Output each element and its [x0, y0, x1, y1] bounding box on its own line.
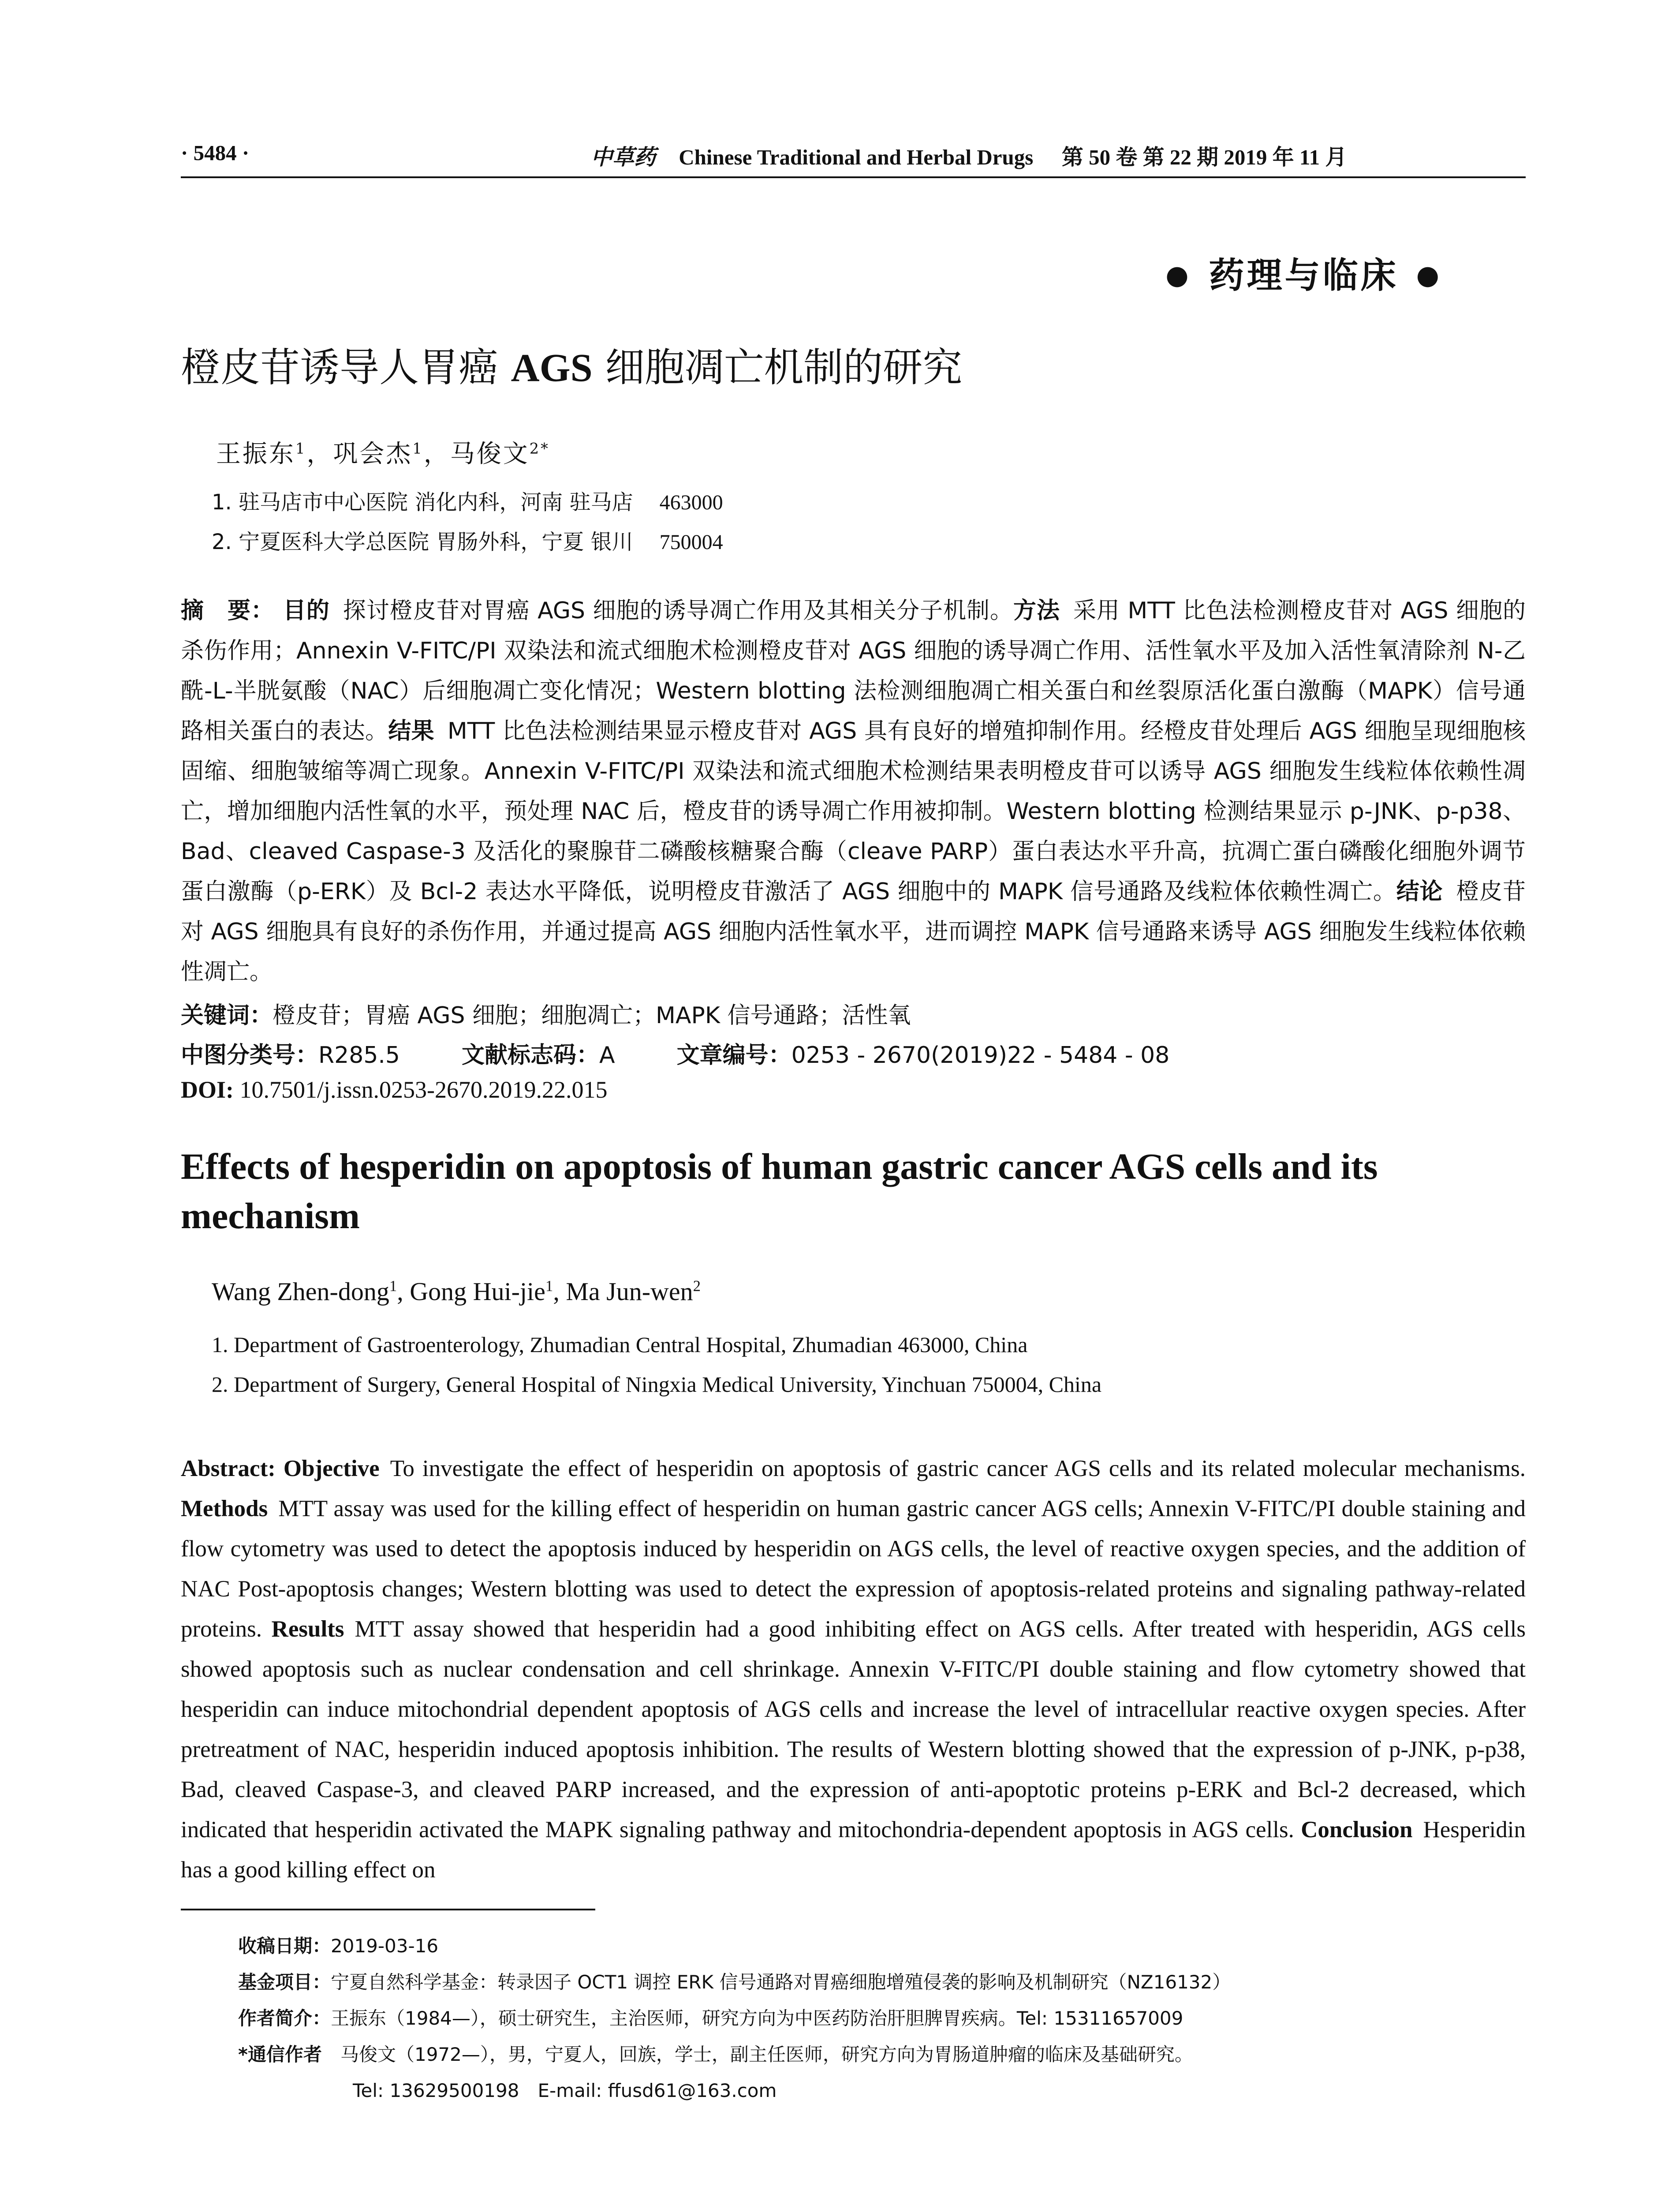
abstract-label: 摘 要：	[181, 598, 274, 624]
footnote-rule	[181, 1909, 595, 1910]
footnote-label: 作者简介：	[238, 2007, 331, 2029]
author-name: 巩会杰	[333, 440, 413, 468]
results-label: Results	[271, 1616, 344, 1642]
title-en: Effects of hesperidin on apoptosis of human gastric cancer AGS cells and its mechanism	[181, 1146, 1378, 1237]
affiliation-cn	[212, 485, 723, 516]
results-text: MTT assay showed that hesperidin had a good inhibiting effect on AGS cells. After treated with hesperidin, AGS cells showed apoptosis such as nuclear condensation and cell shrinkage. Annexin V-FITC/PI double staining and flow cytometry showed that hesperidin can induce mitochondrial dependent apoptosis of AGS cells and increase the level of intracellular reactive oxygen species. After pretreatment of NAC, hesperidin induced apoptosis inhibition. The results of Western blotting showed that the expression of p-JNK, p-p38, Bad, cleaved Caspase-3, and cleaved PARP increased, and the expression of anti-apoptotic proteins p-ERK and Bcl-2 decreased, which indicated that hesperidin activated the MAPK signaling pathway and mitochondria-dependent apoptosis in AGS cells.	[181, 1616, 1526, 1842]
conclusion-label: 结论	[1396, 878, 1443, 905]
article-number-label: 文章编号：	[676, 1042, 791, 1069]
page-number: · 5484 ·	[181, 141, 250, 165]
header-rule	[181, 176, 1526, 178]
keywords-label: 关键词：	[181, 1002, 273, 1029]
section-heading	[1148, 247, 1460, 298]
journal-name-en: Chinese Traditional and Herbal Drugs	[679, 145, 1034, 169]
keywords-text: 橙皮苷；胃癌 AGS 细胞；细胞凋亡；MAPK 信号通路；活性氧	[273, 1002, 911, 1029]
footnote-text: 王振东（1984—），硕士研究生，主治医师，研究方向为中医药防治肝胆脾胃疾病。Tel: 15311657009	[331, 2007, 1183, 2029]
doi-line	[181, 1076, 608, 1103]
abstract-cn	[181, 591, 1526, 992]
journal-name-cn: 中草药	[591, 144, 656, 170]
title-cn-part: 细胞凋亡机制的研究	[592, 344, 963, 391]
results-text: MTT 比色法检测结果显示橙皮苷对 AGS 具有良好的增殖抑制作用。经橙皮苷处理后 AGS 细胞呈现细胞核固缩、细胞皱缩等凋亡现象。Annexin V-FITC/PI 双染法和流式细胞术检测结果表明橙皮苷可以诱导 AGS 细胞发生线粒体依赖性凋亡，增加细胞内活性氧的水平，预处理 NAC 后，橙皮苷的诱导凋亡作用被抑制。Western blotting 检测结果显示 p-JNK、p-p38、Bad、cleaved Caspase-3 及活化的聚腺苷二磷酸核糖聚合酶（cleave PARP）蛋白表达水平升高，抗凋亡蛋白磷酸化细胞外调节蛋白激酶（p-ERK）及 Bcl-2 表达水平降低，说明橙皮苷激活了 AGS 细胞中的 MAPK 信号通路及线粒体依赖性凋亡。	[181, 718, 1526, 905]
affiliation-en: 1. Department of Gastroenterology, Zhumadian Central Hospital, Zhumadian 463000, China	[212, 1332, 1028, 1357]
authors-cn	[216, 434, 550, 470]
footnote-received	[238, 1932, 438, 1958]
journal-issue: 第 50 卷 第 22 期 2019 年 11 月	[1061, 145, 1347, 169]
journal-info	[591, 140, 1347, 171]
footnote-fund	[238, 1968, 1231, 1994]
author-name: 马俊文	[450, 440, 530, 468]
methods-label: 方法	[1013, 598, 1060, 624]
conclusion-text: 橙皮苷对 AGS 细胞具有良好的杀伤作用，并通过提高 AGS 细胞内活性氧水平，进而调控 MAPK 信号通路来诱导 AGS 细胞发生线粒体依赖性凋亡。	[181, 878, 1526, 985]
methods-label: Methods	[181, 1496, 268, 1521]
methods-text: 采用 MTT 比色法检测橙皮苷对 AGS 细胞的杀伤作用；Annexin V-FITC/PI 双染法和流式细胞术检测橙皮苷对 AGS 细胞的诱导凋亡作用、活性氧水平及加入活性氧清除剂 N-乙酰-L-半胱氨酸（NAC）后细胞凋亡变化情况；Western blotting 法检测细胞凋亡相关蛋白和丝裂原活化蛋白激酶（MAPK）信号通路相关蛋白的表达。	[181, 598, 1526, 744]
footnote-text: 宁夏自然科学基金：转录因子 OCT1 调控 ERK 信号通路对胃癌细胞增殖侵袭的影响及机制研究（NZ16132）	[331, 1971, 1231, 1993]
doi-value: 10.7501/j.issn.0253-2670.2019.22.015	[239, 1076, 608, 1103]
author-name: Wang Zhen-dong	[212, 1277, 389, 1306]
footnote-label: 基金项目：	[238, 1971, 331, 1993]
author-sup: 2	[693, 1277, 701, 1295]
author-sup: 1	[412, 440, 424, 457]
abstract-label: Abstract:	[181, 1456, 276, 1481]
doc-code-value: A	[599, 1042, 615, 1069]
classification-line	[181, 1036, 1169, 1069]
objective-text: 探讨橙皮苷对胃癌 AGS 细胞的诱导凋亡作用及其相关分子机制。	[343, 598, 1013, 624]
doi-label: DOI:	[181, 1076, 234, 1103]
title-cn	[181, 335, 962, 392]
author-sep: ,	[397, 1277, 410, 1306]
author-sup: 2*	[529, 440, 550, 457]
methods-text: MTT assay was used for the killing effect of hesperidin on human gastric cancer AGS cells; Annexin V-FITC/PI double staining and flow cytometry was used to detect the apoptosis induced by hesperidin on AGS cells, the level of reactive oxygen species, and the addition of NAC Post-apoptosis changes; Western blotting was used to detect the expression of apoptosis-related proteins and signaling pathway-related proteins.	[181, 1496, 1526, 1642]
affiliation-text: 2. 宁夏医科大学总医院 胃肠外科，宁夏 银川	[212, 530, 633, 554]
affiliation-text: 1. 驻马店市中心医院 消化内科，河南 驻马店	[212, 490, 633, 515]
bullet-icon: ●	[1416, 260, 1442, 291]
footnote-corresponding	[238, 2040, 1193, 2067]
doc-code-label: 文献标志码：	[462, 1042, 600, 1069]
footnote-label: 收稿日期：	[238, 1935, 331, 1957]
affiliation-en: 2. Department of Surgery, General Hospital of Ningxia Medical University, Yinchuan 750004, China	[212, 1372, 1102, 1397]
results-label: 结果	[388, 718, 434, 744]
bullet-icon: ●	[1165, 260, 1191, 291]
author-sup: 1	[389, 1277, 397, 1295]
clc-label: 中图分类号：	[181, 1042, 319, 1069]
author-sep: ，	[306, 440, 333, 468]
objective-label: 目的	[283, 598, 330, 624]
section-label: 药理与临床	[1209, 254, 1399, 296]
author-sup: 1	[545, 1277, 553, 1295]
abstract-en	[181, 1449, 1526, 1890]
authors-en	[212, 1277, 701, 1306]
conclusion-text: Hesperidin has a good killing effect on	[181, 1817, 1526, 1883]
author-name: Gong Hui-jie	[410, 1277, 545, 1306]
affiliation-cn	[212, 525, 723, 555]
footnote-contact: Tel: 13629500198 E-mail: ffusd61@163.com	[353, 2080, 777, 2101]
keywords	[181, 997, 911, 1030]
postal-code: 750004	[659, 531, 723, 554]
author-name: Ma Jun-wen	[566, 1277, 693, 1306]
title-cn-part: AGS	[511, 346, 593, 390]
author-sep: ，	[423, 440, 450, 468]
title-cn-part: 橙皮苷诱导人胃癌	[181, 344, 511, 391]
objective-label: Objective	[283, 1456, 380, 1481]
author-sep: ,	[553, 1277, 566, 1306]
clc-value: R285.5	[318, 1042, 400, 1069]
author-sup: 1	[295, 440, 307, 457]
footnote-text: 马俊文（1972—），男，宁夏人，回族，学士，副主任医师，研究方向为胃肠道肿瘤的临床及基础研究。	[340, 2044, 1193, 2065]
postal-code: 463000	[659, 491, 723, 514]
author-name: 王振东	[216, 440, 295, 468]
objective-text: To investigate the effect of hesperidin on apoptosis of gastric cancer AGS cells and its related molecular mechanisms.	[390, 1456, 1526, 1481]
conclusion-label: Conclusion	[1301, 1817, 1413, 1842]
footnote-author	[238, 2004, 1183, 2030]
footnote-label: *通信作者	[238, 2044, 322, 2065]
article-number-value: 0253 - 2670(2019)22 - 5484 - 08	[791, 1042, 1170, 1069]
running-header	[181, 140, 1526, 171]
footnote-text: 2019-03-16	[331, 1935, 439, 1957]
